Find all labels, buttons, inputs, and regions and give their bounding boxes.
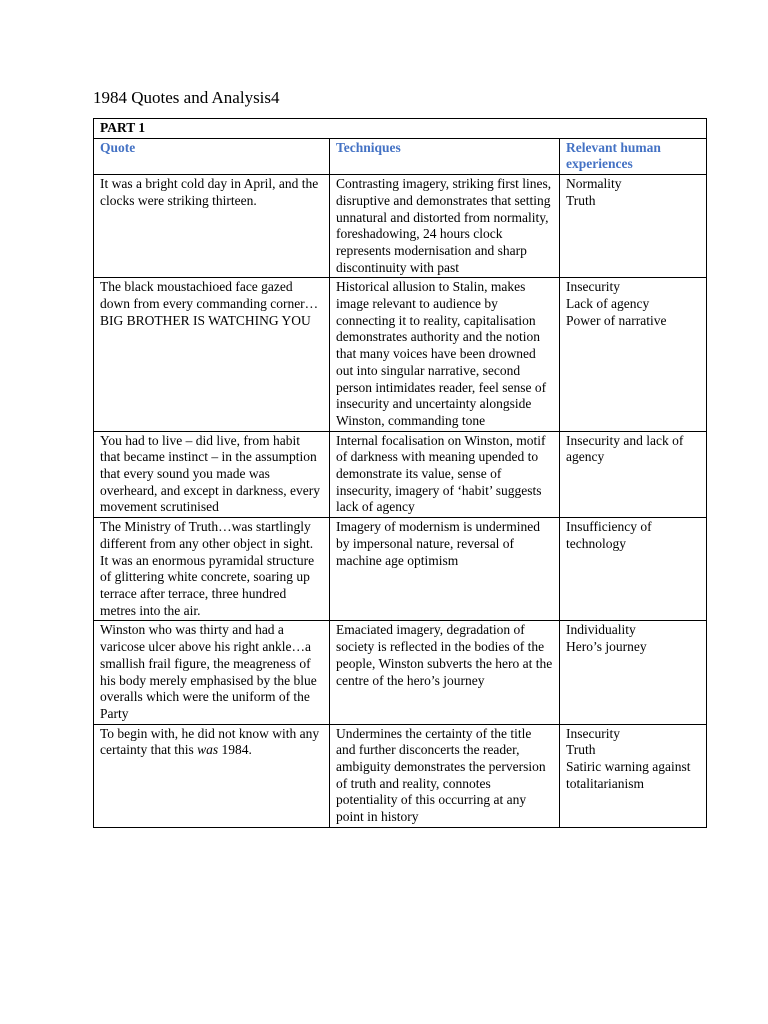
- experiences-cell: [560, 621, 707, 724]
- experiences-cell: [560, 431, 707, 518]
- header-quote: Quote: [94, 138, 330, 174]
- experience-item: Normality: [566, 176, 622, 192]
- document-title: 1984 Quotes and Analysis4: [93, 88, 280, 107]
- table-row: [94, 431, 707, 518]
- experiences-cell: [560, 278, 707, 431]
- experience-item: Satiric warning against totalitarianism: [566, 759, 691, 791]
- experience-item: Power of narrative: [566, 312, 667, 328]
- quote-cell: The Ministry of Truth…was startlingly different from any other object in sight. It was an enormous pyramidal structure of glittering white concrete, soaring up terrace after terrace, three hundred metres into the air.: [94, 518, 330, 621]
- techniques-cell: Internal focalisation on Winston, motif of darkness with meaning upended to demonstrate its value, sense of insecurity, imagery of ‘habit’ suggests lack of agency: [330, 431, 560, 518]
- header-techniques: Techniques: [330, 138, 560, 174]
- experiences-cell: [560, 518, 707, 621]
- experience-item: Individuality: [566, 622, 636, 638]
- header-experiences: Relevant human experiences: [560, 138, 707, 174]
- techniques-cell: Emaciated imagery, degradation of society is reflected in the bodies of the people, Winston subverts the hero at the centre of the hero’s journey: [330, 621, 560, 724]
- quote-emphasis: was: [197, 742, 219, 758]
- experiences-cell: [560, 724, 707, 827]
- quote-cell: The black moustachioed face gazed down from every commanding corner…BIG BROTHER IS WATCHING YOU: [94, 278, 330, 431]
- quote-cell: It was a bright cold day in April, and the clocks were striking thirteen.: [94, 175, 330, 278]
- experience-item: Insecurity and lack of agency: [566, 432, 684, 465]
- header-row: [94, 138, 707, 174]
- table-row: [94, 621, 707, 724]
- techniques-cell: Contrasting imagery, striking first lines, disruptive and demonstrates that setting unnatural and distorted from normality, foreshadowing, 24 hours clock represents modernisation and sharp discontinuity with past: [330, 175, 560, 278]
- experience-item: Insufficiency of technology: [566, 519, 652, 551]
- table-row: [94, 175, 707, 278]
- part-label: PART 1: [94, 119, 707, 139]
- experiences-cell: [560, 175, 707, 278]
- experience-item: Hero’s journey: [566, 639, 647, 655]
- part-row: [94, 119, 707, 139]
- quote-text-end: 1984.: [218, 742, 252, 758]
- table-row: [94, 278, 707, 431]
- techniques-cell: Historical allusion to Stalin, makes image relevant to audience by connecting it to reality, capitalisation demonstrates authority and the notion that many voices have been drowned out into singular narrative, second person intimidates reader, feel sense of insecurity and uncertainty alongside Winston, commanding tone: [330, 278, 560, 431]
- table-row: [94, 518, 707, 621]
- quotes-analysis-table: [93, 118, 707, 828]
- techniques-cell: Undermines the certainty of the title and further disconcerts the reader, ambiguity demonstrates the perversion of truth and reality, connotes potentiality of this occurring at any point in history: [330, 724, 560, 827]
- quote-cell: Winston who was thirty and had a varicose ulcer above his right ankle…a smallish frail figure, the meagreness of his body merely emphasised by the blue overalls which were the uniform of the Party: [94, 621, 330, 724]
- table-row: [94, 724, 707, 827]
- experience-item: Insecurity: [566, 725, 620, 741]
- experience-item: Truth: [566, 192, 596, 208]
- experience-item: Truth: [566, 742, 596, 758]
- experience-item: Insecurity: [566, 279, 620, 295]
- quote-cell: [94, 724, 330, 827]
- techniques-cell: Imagery of modernism is undermined by impersonal nature, reversal of machine age optimism: [330, 518, 560, 621]
- quote-cell: You had to live – did live, from habit that became instinct – in the assumption that every sound you made was overheard, and except in darkness, every movement scrutinised: [94, 431, 330, 518]
- quote-text: To begin with, he did not know with any certainty that this: [100, 725, 320, 758]
- experience-item: Lack of agency: [566, 296, 650, 312]
